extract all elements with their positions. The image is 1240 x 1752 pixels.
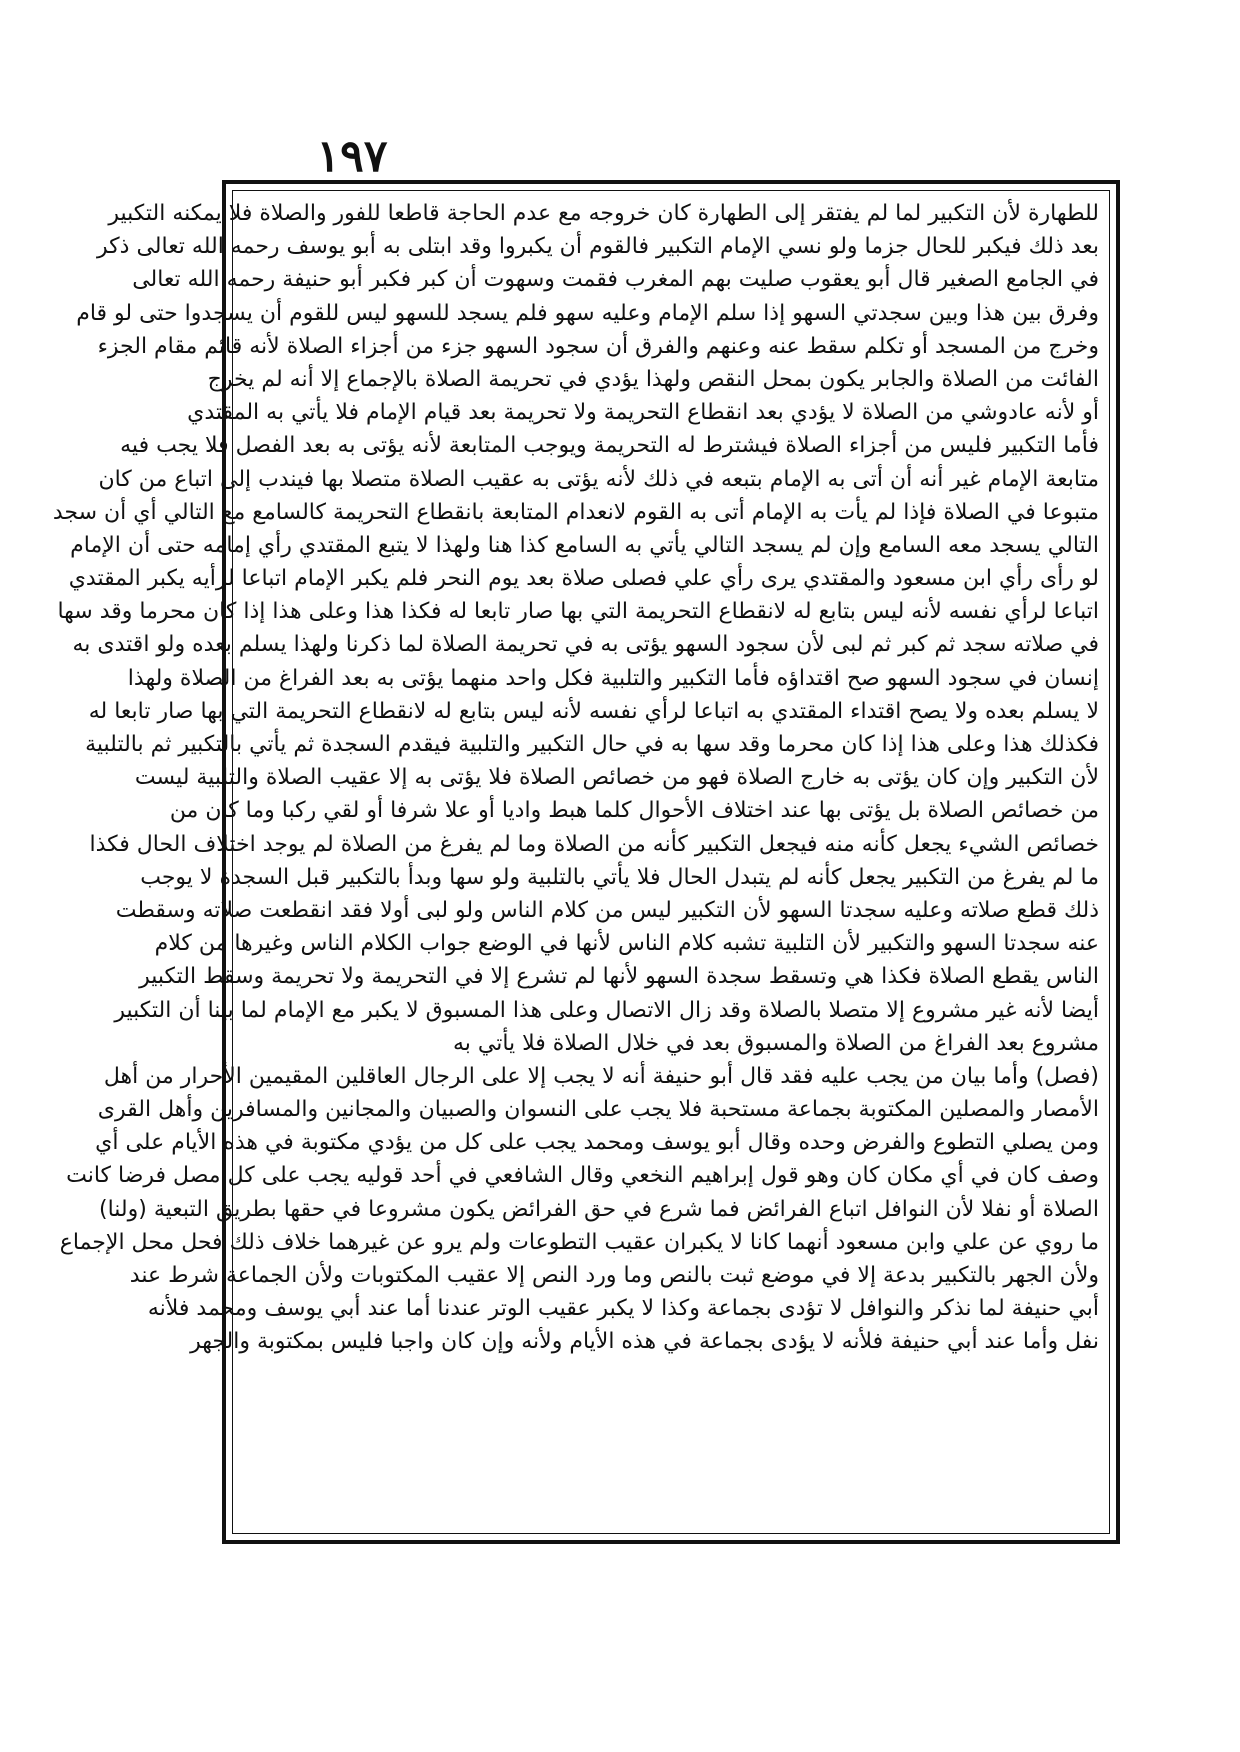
text-line: في صلاته سجد ثم كبر ثم لبى لأن سجود السهو يؤتى به في تحريمة الصلاة لما ذكرنا ولهذا يسلم بعده ولو اقتدى به [72, 632, 1099, 658]
text-line: وصف كان في أي مكان كان وهو قول إبراهيم النخعي وقال الشافعي في أحد قوليه يجب على كل مصل فرضا كانت [66, 1163, 1099, 1189]
text-line: من خصائص الصلاة بل يؤتى بها عند اختلاف الأحوال كلما هبط واديا أو علا شرفا أو لقي ركبا وما كان من [169, 798, 1099, 824]
text-line: أيضا لأنه غير مشروع إلا متصلا بالصلاة وقد زال الاتصال وعلى هذا المسبوق لا يكبر مع الإمام لما بينا أن التكبير [114, 997, 1099, 1023]
text-line: ما روي عن علي وابن مسعود أنهما كانا لا يكبران عقيب التطوعات ولم يرو عن غيرهما خلاف ذلك فحل محل الإجماع [59, 1229, 1099, 1255]
text-line: وخرج من المسجد أو تكلم سقط عنه وعنهم والفرق أن سجود السهو جزء من أجزاء الصلاة لأنه قائم مقام الجزء [97, 333, 1099, 359]
text-line: وفرق بين هذا وبين سجدتي السهو إذا سلم الإمام وعليه سهو فلم يسجد للسهو ليس للقوم أن يسجدوا حتى لو قام [76, 300, 1099, 326]
text-line: الفائت من الصلاة والجابر يكون بمحل النقص ولهذا يؤدي في تحريمة الصلاة بالإجماع إلا أنه لم يخرج [207, 366, 1099, 392]
text-line: ولأن الجهر بالتكبير بدعة إلا في موضع ثبت بالنص وما ورد النص إلا عقيب المكتوبات ولأن الجماعة شرط عند [129, 1263, 1099, 1288]
text-line: الصلاة أو نفلا لأن النوافل اتباع الفرائض فما شرع في حق الفرائض يكون مشروعا في حقها بطريق التبعية (ولنا) [98, 1196, 1099, 1222]
text-line: اتباعا لرأي نفسه لأنه ليس بتابع له لانقطاع التحريمة التي بها صار تابعا له فكذا هذا وعلى هذا إذا كان محرما وقد سها [57, 599, 1099, 625]
text-line: عنه سجدتا السهو والتكبير لأن التلبية تشبه كلام الناس لأنها في الوضع جواب الكلام الناس وغيرها من كلام [154, 931, 1099, 957]
text-line: للطهارة لأن التكبير لما لم يفتقر إلى الطهارة كان خروجه مع عدم الحاجة قاطعا للفور والصلاة فلا يمكنه التكبير [108, 201, 1099, 226]
text-line: خصائص الشيء يجعل كأنه منه فيجعل التكبير كأنه من الصلاة وما لم يفرغ من الصلاة لم يوجد اختلاف الحال فكذا [89, 831, 1099, 857]
text-line: إنسان في سجود السهو صح اقتداؤه فأما التكبير والتلبية فكل واحد منهما يؤتى به بعد الفراغ من الصلاة ولهذا [127, 665, 1099, 691]
text-line: متبوعا في الصلاة فإذا لم يأت به الإمام أتى به القوم لانعدام المتابعة بانقطاع التحريمة كالسامع مع التالي أي أن سجد [52, 499, 1099, 525]
text-line: فكذلك هذا وعلى هذا إذا كان محرما وقد سها به في حال التكبير والتلبية فيقدم السجدة ثم يأتي بالتكبير ثم بالتلبية [85, 732, 1099, 757]
text-line: ومن يصلي التطوع والفرض وحده وقال أبو يوسف ومحمد يجب على كل من يؤدي مكتوبة في هذه الأيام على أي [95, 1130, 1099, 1156]
body-text [52, 197, 1099, 1359]
text-line: أبي حنيفة لما نذكر والنوافل لا تؤدى بجماعة وكذا لا يكبر عقيب الوتر عندنا أما عند أبي يوسف ومحمد فلأنه [147, 1296, 1099, 1322]
page-border [52, 180, 1120, 1544]
text-line: لا يسلم بعده ولا يصح اقتداء المقتدي به اتباعا لرأي نفسه لأنه ليس بتابع له لانقطاع التحريمة التي بها صار تابعا له [88, 698, 1099, 724]
text-line: مشروع بعد الفراغ من الصلاة والمسبوق بعد في خلال الصلاة فلا يأتي به [452, 1030, 1099, 1056]
text-line: (فصل) وأما بيان من يجب عليه فقد قال أبو حنيفة أنه لا يجب إلا على الرجال العاقلين المقيمين الأحرار من أهل [103, 1063, 1099, 1089]
text-line: بعد ذلك فيكبر للحال جزما ولو نسي الإمام التكبير فالقوم أن يكبروا وقد ابتلى به أبو يوسف رحمه الله تعالى ذكر [97, 234, 1099, 260]
page-number: ١٩٧ [316, 131, 388, 182]
text-line: في الجامع الصغير قال أبو يعقوب صليت بهم المغرب فقمت وسهوت أن كبر فكبر أبو حنيفة رحمه الله تعالى [132, 267, 1099, 293]
text-line: متابعة الإمام غير أنه أن أتى به الإمام بتبعه في ذلك لأنه يؤتى به عقيب الصلاة متصلا بها فيندب إلى اتباع من كان [98, 466, 1099, 492]
text-line: ما لم يفرغ من التكبير يجعل كأنه لم يتبدل الحال فلا يأتي بالتلبية ولو سها وبدأ بالتكبير قبل السجدة لا يوجب [140, 864, 1099, 890]
text-line: فأما التكبير فليس من أجزاء الصلاة فيشترط له التحريمة ويوجب المتابعة لأنه يؤتى به بعد الفصل فلا يجب فيه [120, 433, 1099, 459]
text-line: التالي يسجد معه السامع وإن لم يسجد التالي يأتي به السامع كذا هنا ولهذا لا يتبع المقتدي رأي إمامه حتى أن الإمام [70, 532, 1099, 558]
text-line: لو رأى رأي ابن مسعود والمقتدي يرى رأي علي فصلى صلاة بعد يوم النحر فلم يكبر الإمام اتباعا لرأيه يكبر المقتدي [68, 566, 1099, 592]
text-frame [52, 190, 1110, 1534]
text-line: الأمصار والمصلين المكتوبة بجماعة مستحبة فلا يجب على النسوان والصبيان والمجانين والمسافرين وأهل القرى [97, 1097, 1099, 1123]
text-line: الناس يقطع الصلاة فكذا هي وتسقط سجدة السهو لأنها لم تشرع إلا في التحريمة ولا تحريمة وسقط التكبير [139, 964, 1099, 990]
text-line: أو لأنه عادوشي من الصلاة لا يؤدي بعد انقطاع التحريمة ولا تحريمة بعد قيام الإمام فلا يأتي به المقتدي [187, 400, 1099, 426]
text-line: لأن التكبير وإن كان يؤتى به خارج الصلاة فهو من خصائص الصلاة فلا يؤتى به إلا عقيب الصلاة والتلبية ليست [134, 765, 1099, 791]
text-line: نفل وأما عند أبي حنيفة فلأنه لا يؤدى بجماعة في هذه الأيام ولأنه وإن كان واجبا فليس بمكتوبة والجهر [190, 1329, 1099, 1355]
text-line: ذلك قطع صلاته وعليه سجدتا السهو لأن التكبير ليس من كلام الناس ولو لبى أولا فقد انقطعت صلاته وسقطت [115, 897, 1099, 923]
